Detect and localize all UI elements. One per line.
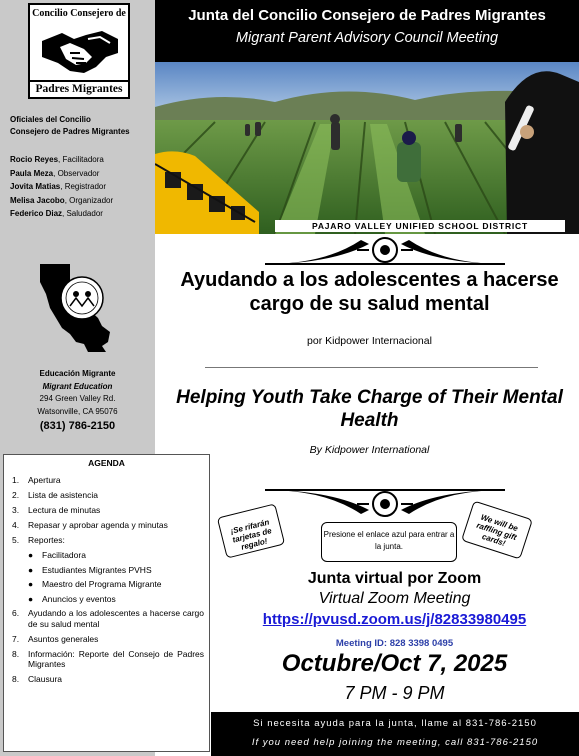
agenda-item bbox=[12, 490, 204, 501]
topic-title-en: Helping Youth Take Charge of Their Mental Health bbox=[176, 387, 563, 431]
agenda-item-text: Ayudando a los adolescentes a hacerse cargo de su salud mental bbox=[28, 608, 204, 629]
district-label: PAJARO VALLEY UNIFIED SCHOOL DISTRICT bbox=[275, 220, 565, 232]
agenda-item-number: 7. bbox=[12, 633, 20, 644]
agenda-list bbox=[12, 475, 204, 689]
agenda-item-text: Repasar y aprobar agenda y minutas bbox=[28, 520, 168, 530]
agenda-subitem bbox=[12, 594, 204, 605]
agenda-title: AGENDA bbox=[88, 458, 125, 468]
agenda-item-text: Maestro del Programa Migrante bbox=[42, 579, 162, 589]
agenda-item bbox=[12, 649, 204, 670]
click-instruction-box: Presione el enlace azul para entrar a la junta. bbox=[321, 522, 457, 562]
help-text-en: If you need help joining the meeting, call 831-786-2150 bbox=[251, 737, 539, 748]
officer-entry: Federico Diaz, Saludador bbox=[10, 209, 103, 218]
topic-by-es: por Kidpower Internacional bbox=[307, 335, 432, 347]
agenda-item bbox=[12, 520, 204, 531]
agenda-item-text: Asuntos generales bbox=[28, 633, 99, 644]
help-footer bbox=[211, 712, 579, 756]
agenda-subitem bbox=[12, 565, 204, 576]
agenda-item-number: 8. bbox=[12, 674, 20, 684]
raffle-tag-es: ¡Se rifarán tarjetas de regalo! bbox=[217, 503, 285, 558]
agenda-item-text: Anuncios y eventos bbox=[42, 593, 116, 604]
agenda-item-text: Información: Reporte del Consejo de Padres Migrantes bbox=[28, 648, 204, 669]
officer-entry: Rocio Reyes, Facilitadora bbox=[10, 155, 104, 164]
edu-name-en: Migrant Education bbox=[42, 381, 113, 391]
california-map-icon bbox=[36, 262, 118, 354]
agenda-item-number: 6. bbox=[12, 608, 20, 618]
council-logo bbox=[28, 3, 130, 99]
agenda-subitem bbox=[12, 579, 204, 590]
zoom-title-es: Junta virtual por Zoom bbox=[307, 570, 482, 587]
agenda-item-text: Facilitadora bbox=[42, 550, 86, 560]
agenda-item-number: 2. bbox=[12, 490, 20, 500]
meeting-time: 7 PM - 9 PM bbox=[344, 683, 445, 703]
farmworkers-photo bbox=[155, 62, 579, 234]
divider-line bbox=[205, 367, 538, 368]
edu-address-city: Watsonville, CA 95076 bbox=[37, 406, 118, 416]
agenda-item-number: 8. bbox=[12, 648, 20, 659]
officers-heading: Oficiales del Concilio Consejero de Padres Migrantes bbox=[10, 115, 130, 136]
officer-entry: Jovita Matias, Registrador bbox=[10, 182, 107, 191]
agenda-item-text: Lectura de minutas bbox=[28, 505, 101, 515]
agenda-item-text: Clausura bbox=[28, 674, 63, 684]
agenda-item-number: ● bbox=[28, 579, 34, 589]
page-header bbox=[155, 0, 579, 62]
agenda-item bbox=[12, 505, 204, 516]
agenda-item bbox=[12, 674, 204, 685]
agenda-item-text: Apertura bbox=[28, 475, 61, 485]
topic-by-en: By Kidpower International bbox=[309, 444, 430, 456]
agenda-item-number: 4. bbox=[12, 520, 20, 530]
officer-entry: Paula Meza, Observador bbox=[10, 168, 100, 178]
officer-entry: Melisa Jacobo, Organizador bbox=[10, 195, 114, 205]
agenda-item bbox=[12, 608, 204, 629]
agenda-item-number: ● bbox=[28, 550, 34, 560]
agenda-box bbox=[3, 454, 210, 752]
migrant-education-contact bbox=[0, 368, 155, 434]
agenda-item bbox=[12, 634, 204, 645]
agenda-item-number: ● bbox=[28, 564, 34, 575]
agenda-item-number: 3. bbox=[12, 505, 20, 515]
agenda-item-text: Lista de asistencia bbox=[28, 490, 98, 500]
logo-top-text: Concilio Consejero de bbox=[32, 8, 126, 19]
meeting-date: Octubre/Oct 7, 2025 bbox=[281, 650, 508, 677]
help-text-es: Si necesita ayuda para la junta, llame al 831-786-2150 bbox=[253, 718, 537, 729]
zoom-meeting-link[interactable]: https://pvusd.zoom.us/j/82833980495 bbox=[262, 611, 527, 628]
handshake-icon bbox=[40, 23, 120, 81]
field-scene-illustration bbox=[155, 62, 579, 234]
agenda-item bbox=[12, 535, 204, 546]
agenda-item-text: Reportes: bbox=[28, 535, 65, 545]
topic-title-es: Ayudando a los adolescentes a hacerse cargo de su salud mental bbox=[180, 269, 559, 315]
agenda-item-text: Estudiantes Migrantes PVHS bbox=[42, 564, 152, 575]
raffle-tag-en: We will be raffling gift cards! bbox=[461, 500, 533, 559]
agenda-item bbox=[12, 475, 204, 486]
agenda-item-number: 5. bbox=[12, 535, 20, 545]
header-title-en: Migrant Parent Advisory Council Meeting bbox=[235, 30, 499, 46]
edu-phone: (831) 786-2150 bbox=[39, 420, 116, 432]
edu-name-es: Educación Migrante bbox=[39, 369, 116, 378]
meeting-id: Meeting ID: 828 3398 0495 bbox=[335, 638, 454, 649]
header-title-es: Junta del Concilio Consejero de Padres Migrantes bbox=[188, 7, 546, 24]
zoom-title-en: Virtual Zoom Meeting bbox=[318, 590, 471, 607]
agenda-subitem bbox=[12, 550, 204, 561]
ornament-divider-icon bbox=[265, 234, 505, 266]
agenda-item-number: 1. bbox=[12, 475, 20, 485]
officers-list bbox=[10, 153, 113, 221]
edu-address-street: 294 Green Valley Rd. bbox=[39, 394, 116, 403]
logo-bottom-text: Padres Migrantes bbox=[30, 80, 128, 95]
agenda-item-number: ● bbox=[28, 593, 34, 604]
